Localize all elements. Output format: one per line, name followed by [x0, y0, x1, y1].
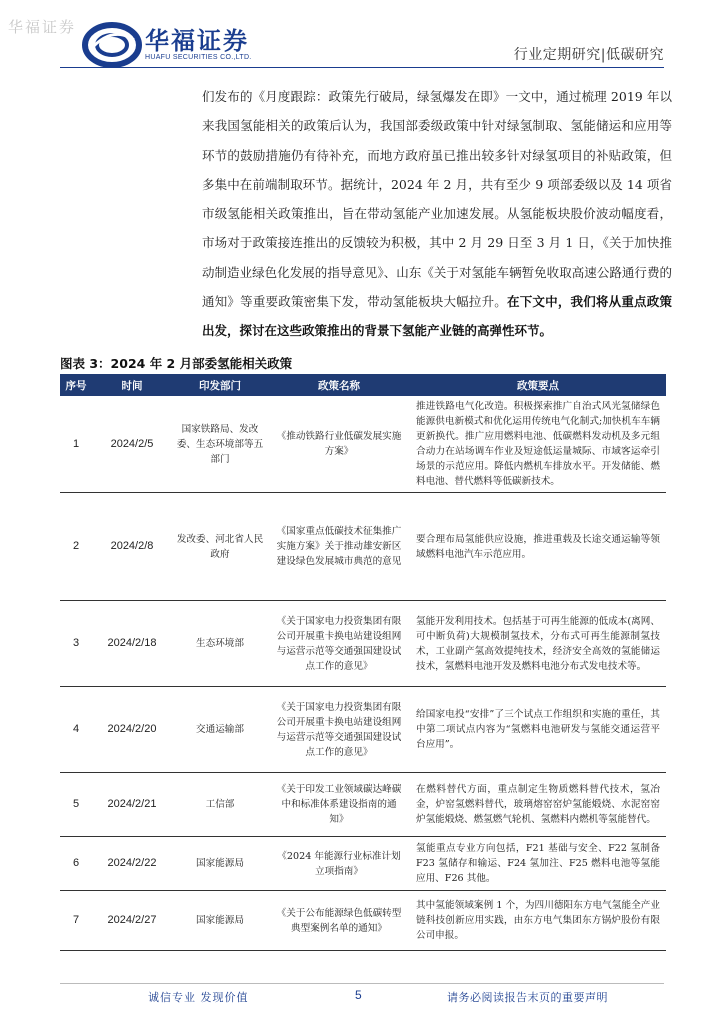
row-department: 发改委、河北省人民政府 — [172, 493, 268, 601]
row-date: 2024/2/20 — [92, 687, 172, 773]
row-policy-name: 《2024 年能源行业标准计划立项指南》 — [268, 837, 410, 891]
table-header-row — [60, 374, 666, 396]
column-header-key-points: 政策要点 — [410, 374, 666, 396]
table-row — [60, 493, 666, 601]
row-number: 5 — [60, 773, 92, 837]
body-text-bold: 在下文中，我们将从重点政策出发，探讨在这些政策推出的背景下氢能产业链的高弹性环节。 — [202, 294, 672, 339]
row-policy-name: 《关于印发工业领域碳达峰碳中和标准体系建设指南的通知》 — [268, 773, 410, 837]
row-number: 6 — [60, 837, 92, 891]
logo-swirl-icon — [82, 20, 142, 70]
row-key-points: 氢能重点专业方向包括，F21 基础与安全、F22 氢制备 F23 氢储存和输运、F24 氢加注、F25 燃料电池等氢能应用、F26 其他。 — [410, 837, 666, 891]
body-paragraph — [202, 82, 672, 346]
company-logo — [82, 20, 272, 72]
row-number: 1 — [60, 396, 92, 493]
header-divider — [60, 67, 664, 68]
report-category: 行业定期研究|低碳研究 — [513, 47, 664, 63]
watermark-text: 华福证券 — [8, 18, 77, 36]
table-row — [60, 891, 666, 951]
table-row — [60, 601, 666, 687]
footer-disclaimer: 请务必阅读报告末页的重要声明 — [447, 991, 608, 1004]
row-key-points: 其中氢能领域案例 1 个，为四川德阳东方电气氢能全产业链科技创新应用实践，由东方电气集团东方锅炉股份有限公司申报。 — [410, 891, 666, 951]
logo-english-name: HUAFU SECURITIES CO.,LTD. — [145, 54, 252, 61]
body-text-main: 们发布的《月度跟踪：政策先行破局，绿氢爆发在即》一文中，通过梳理 2019 年以来我国氢能相关的政策后认为，我国部委级政策中针对绿氢制取、氢能储运和应用等环节的鼓励措施仍有待补充，而地方政府虽已推出较多针对绿氢项目的补贴政策，但多集中在前端制取环节。据统计，2024 年 2 月，共有至少 9 项部委级以及 14 项省市级氢能相关政策推出，旨在带动氢能产业加速发展。从氢能板块股价波动幅度看，市场对于政策接连推出的反馈较为积极，其中 2 月 29 日至 3 月 1 日，《关于加快推动制造业绿色化发展的指导意见》、山东《关于对氢能车辆暂免收取高速公路通行费的通知》等重要政策密集下发，带动氢能板块大幅拉升。 — [202, 89, 672, 310]
policy-table — [60, 374, 666, 951]
table-row — [60, 396, 666, 493]
row-date: 2024/2/5 — [92, 396, 172, 493]
row-department: 生态环境部 — [172, 601, 268, 687]
row-number: 4 — [60, 687, 92, 773]
column-header-date: 时间 — [92, 374, 172, 396]
page-number: 5 — [355, 988, 362, 1002]
row-department: 交通运输部 — [172, 687, 268, 773]
row-policy-name: 《关于国家电力投资集团有限公司开展重卡换电站建设组网与运营示范等交通强国建设试点工作的意见》 — [268, 601, 410, 687]
row-date: 2024/2/22 — [92, 837, 172, 891]
column-header-dept: 印发部门 — [172, 374, 268, 396]
row-key-points: 推进铁路电气化改造。积极探索推广自治式风光氢储绿色能源供电新模式和优化运用传统电气化制式;加快机车车辆更新换代。推广应用燃料电池、低碳燃料发动机及多元组合动力在站场调车作业及短途低运量城际、市域客运牵引场景的示范应用。降低内燃机车排放水平。开发储能、燃料电池、替代燃料等低碳新技术。 — [410, 396, 666, 493]
column-header-no: 序号 — [60, 374, 92, 396]
logo-chinese-name: 华福证券 — [145, 27, 249, 55]
column-header-policy-name: 政策名称 — [268, 374, 410, 396]
row-date: 2024/2/21 — [92, 773, 172, 837]
row-policy-name: 《关于公布能源绿色低碳转型典型案例名单的通知》 — [268, 891, 410, 951]
row-key-points: 氢能开发利用技术。包括基于可再生能源的低成本(离网、可中断负荷)大规模制氢技术，分布式可再生能源制氢技术，工业副产氢高效提纯技术，经济安全高效的氢能储运技术，氢燃料电池开发及燃料电池分布式发电技术等。 — [410, 601, 666, 687]
row-number: 3 — [60, 601, 92, 687]
row-department: 国家能源局 — [172, 837, 268, 891]
row-key-points: 给国家电投“安排”了三个试点工作组织和实施的重任，其中第二项试点内容为“氢燃料电池研发与氢能交通运营平台应用”。 — [410, 687, 666, 773]
row-policy-name: 《国家重点低碳技术征集推广实施方案》关于推动雄安新区建设绿色发展城市典范的意见 — [268, 493, 410, 601]
row-key-points: 在燃料替代方面，重点制定生物质燃料替代技术，氢冶金，炉窑氢燃料替代，玻璃熔窑窑炉氢能煅烧、水泥窑窑炉氢能煅烧、燃氢燃气轮机、氢燃料内燃机等氢能替代。 — [410, 773, 666, 837]
table-row — [60, 773, 666, 837]
row-policy-name: 《关于国家电力投资集团有限公司开展重卡换电站建设组网与运营示范等交通强国建设试点工作的意见》 — [268, 687, 410, 773]
row-number: 2 — [60, 493, 92, 601]
row-department: 国家铁路局、发改委、生态环境部等五部门 — [172, 396, 268, 493]
figure-title: 图表 3：2024 年 2 月部委氢能相关政策 — [60, 356, 293, 371]
row-number: 7 — [60, 891, 92, 951]
table-row — [60, 687, 666, 773]
row-date: 2024/2/27 — [92, 891, 172, 951]
row-department: 国家能源局 — [172, 891, 268, 951]
row-department: 工信部 — [172, 773, 268, 837]
footer-divider — [60, 983, 664, 984]
row-policy-name: 《推动铁路行业低碳发展实施方案》 — [268, 396, 410, 493]
row-key-points: 要合理布局氢能供应设施，推进重载及长途交通运输等领域燃料电池汽车示范应用。 — [410, 493, 666, 601]
row-date: 2024/2/8 — [92, 493, 172, 601]
footer-slogan: 诚信专业 发现价值 — [148, 991, 249, 1004]
row-date: 2024/2/18 — [92, 601, 172, 687]
table-row — [60, 837, 666, 891]
